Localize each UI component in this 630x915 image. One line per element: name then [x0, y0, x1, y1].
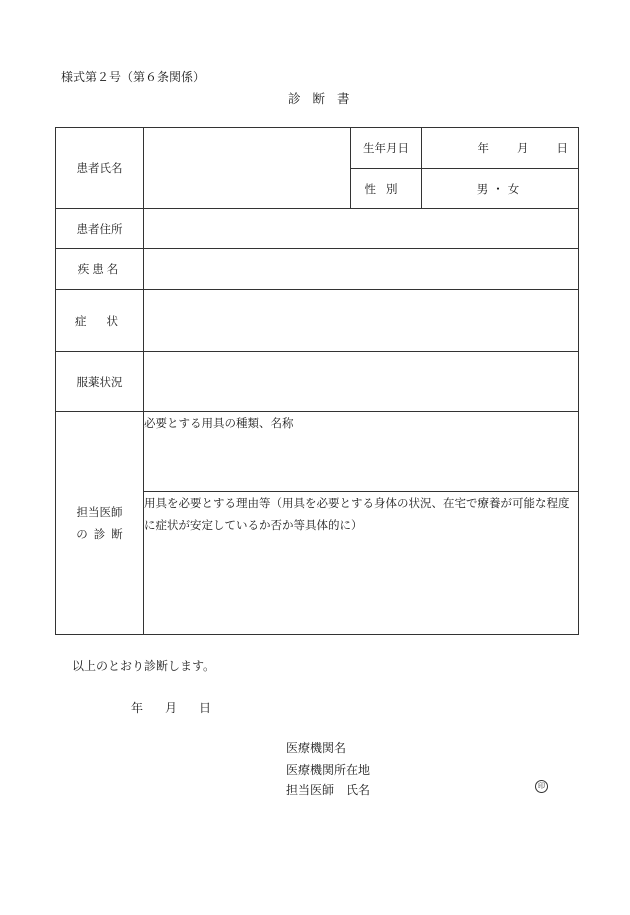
sex-label: 性別 [351, 169, 422, 209]
doctor-label: 担当医師 [286, 783, 335, 797]
equipment-prompt: 必要とする用具の種類、名称 [144, 416, 294, 430]
medication-field[interactable] [144, 352, 579, 412]
sign-date-day: 日 [199, 701, 212, 715]
patient-name-field[interactable] [144, 128, 351, 209]
birthdate-year: 年 [477, 141, 489, 155]
birthdate-label: 生年月日 [351, 128, 422, 169]
diagnosis-form-table [55, 127, 579, 635]
institution-address-label: 医療機関所在地 [286, 763, 371, 777]
document-title: 診断書 [288, 91, 362, 106]
doctor-diagnosis-label-line2: の診断 [76, 527, 129, 541]
institution-name-label: 医療機関名 [286, 741, 347, 755]
sign-date-year: 年 [131, 701, 144, 715]
birthdate-day: 日 [556, 141, 568, 155]
medication-label: 服薬状況 [56, 352, 144, 412]
equipment-field[interactable] [144, 412, 579, 492]
doctor-name-line [286, 781, 370, 798]
symptom-field[interactable] [144, 290, 579, 352]
address-label: 患者住所 [56, 209, 144, 249]
birthdate-field[interactable] [422, 128, 579, 169]
sign-date-month: 月 [165, 701, 178, 715]
doctor-diagnosis-label-line1: 担当医師 [76, 505, 123, 519]
form-number: 様式第２号（第６条関係） [61, 70, 206, 84]
disease-label: 疾患名 [56, 249, 144, 290]
sex-options: 男・女 [476, 181, 524, 196]
disease-field[interactable] [144, 249, 579, 290]
doctor-diagnosis-label [56, 412, 144, 635]
symptom-label: 症状 [56, 290, 144, 352]
sex-field[interactable] [422, 169, 579, 209]
doctor-name-label: 氏名 [346, 783, 371, 797]
reason-field[interactable] [144, 492, 579, 635]
patient-name-label: 患者氏名 [56, 128, 144, 209]
closing-statement: 以上のとおり診断します。 [72, 659, 216, 673]
reason-prompt: 用具を必要とする理由等（用具を必要とする身体の状況、在宅で療養が可能な程度に症状が安定しているか否か等具体的に） [144, 496, 570, 532]
birthdate-month: 月 [517, 141, 529, 155]
address-field[interactable] [144, 209, 579, 249]
seal-mark: 印 [535, 780, 548, 793]
signature-date[interactable] [131, 699, 211, 716]
